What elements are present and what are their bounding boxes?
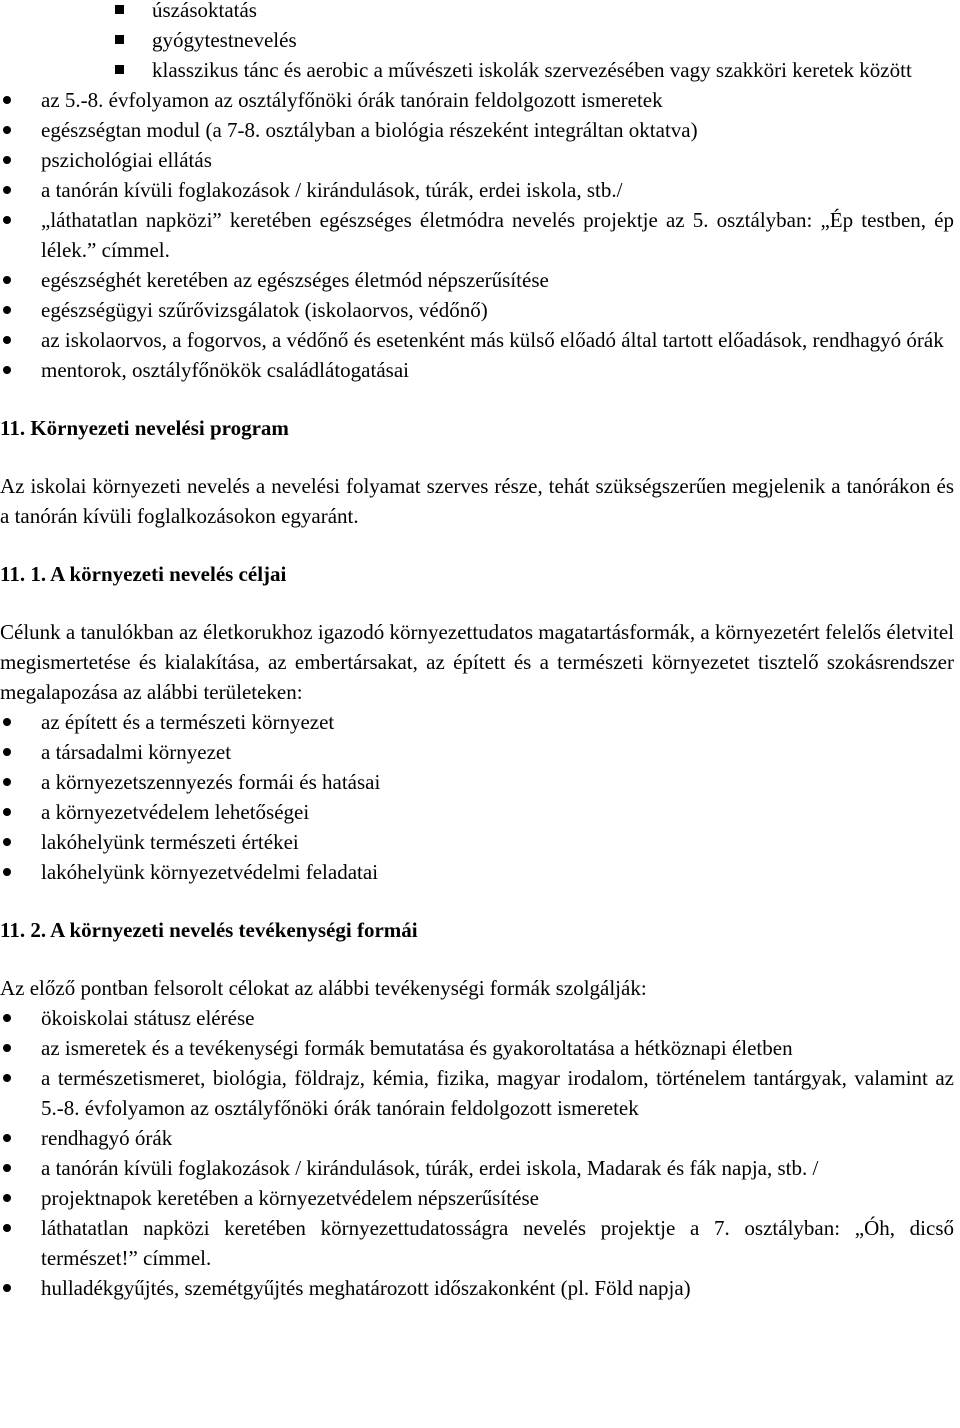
section-heading-11-2: 11. 2. A környezeti nevelés tevékenységi formái xyxy=(0,918,418,942)
list-item: az 5.-8. évfolyamon az osztályfőnöki órák tanórain feldolgozott ismeretek xyxy=(0,85,954,115)
section-heading-11-1: 11. 1. A környezeti nevelés céljai xyxy=(0,562,287,586)
environment-areas-list xyxy=(0,707,960,887)
list-item: lakóhelyünk természeti értékei xyxy=(0,827,954,857)
list-item: mentorok, osztályfőnökök családlátogatásai xyxy=(0,355,954,385)
list-item: a társadalmi környezet xyxy=(0,737,954,767)
list-item: az ismeretek és a tevékenységi formák bemutatása és gyakoroltatása a hétköznapi életben xyxy=(0,1033,954,1063)
list-item: a környezetvédelem lehetőségei xyxy=(0,797,954,827)
list-item: úszásoktatás xyxy=(0,0,954,25)
list-item: projektnapok keretében a környezetvédelem népszerűsítése xyxy=(0,1183,954,1213)
health-activities-list xyxy=(0,85,960,385)
list-item: a tanórán kívüli foglakozások / kirándulások, túrák, erdei iskola, stb./ xyxy=(0,175,954,205)
list-item: egészségtan modul (a 7-8. osztályban a biológia részeként integráltan oktatva) xyxy=(0,115,954,145)
sub-bullet-list xyxy=(0,0,960,85)
list-item: gyógytestnevelés xyxy=(0,25,954,55)
list-item: egészséghét keretében az egészséges életmód népszerűsítése xyxy=(0,265,954,295)
list-item: rendhagyó órák xyxy=(0,1123,954,1153)
section-paragraph-11-2: Az előző pontban felsorolt célokat az alábbi tevékenységi formák szolgálják: xyxy=(0,976,647,1000)
list-item: hulladékgyűjtés, szemétgyűjtés meghatározott időszakonként (pl. Föld napja) xyxy=(0,1273,954,1303)
list-item: az iskolaorvos, a fogorvos, a védőnő és esetenként más külső előadó által tartott előadások, rendhagyó órák xyxy=(0,325,954,355)
list-item: „láthatatlan napközi” keretében egészséges életmódra nevelés projektje az 5. osztályban: „Ép testben, ép lélek.” címmel. xyxy=(0,205,954,265)
list-item: lakóhelyünk környezetvédelmi feladatai xyxy=(0,857,954,887)
list-item: a tanórán kívüli foglakozások / kirándulások, túrák, erdei iskola, Madarak és fák napja, stb. / xyxy=(0,1153,954,1183)
list-item: pszichológiai ellátás xyxy=(0,145,954,175)
list-item: a természetismeret, biológia, földrajz, kémia, fizika, magyar irodalom, történelem tantárgyak, valamint az 5.-8. évfolyamon az osztályfőnöki órák tanórain feldolgozott ismeretek xyxy=(0,1063,954,1123)
list-item: láthatatlan napközi keretében környezettudatosságra nevelés projektje a 7. osztályban: „Óh, dicső természet!” címmel. xyxy=(0,1213,954,1273)
activity-forms-list xyxy=(0,1003,960,1303)
list-item: ökoiskolai státusz elérése xyxy=(0,1003,954,1033)
list-item: klasszikus tánc és aerobic a művészeti iskolák szervezésében vagy szakköri keretek között xyxy=(0,55,954,85)
list-item: a környezetszennyezés formái és hatásai xyxy=(0,767,954,797)
section-heading-11: 11. Környezeti nevelési program xyxy=(0,416,289,440)
list-item: az épített és a természeti környezet xyxy=(0,707,954,737)
section-paragraph-11: Az iskolai környezeti nevelés a nevelési folyamat szerves része, tehát szükségszerűen megjelenik a tanórákon és a tanórán kívüli foglalkozásokon egyaránt. xyxy=(0,474,954,528)
list-item: egészségügyi szűrővizsgálatok (iskolaorvos, védőnő) xyxy=(0,295,954,325)
section-paragraph-11-1: Célunk a tanulókban az életkorukhoz igazodó környezettudatos magatartásformák, a környezetért felelős életvitel megismertetése és kialakítása, az embertársakat, az épített és a természeti környezetet tisztelő szokásrendszer megalapozása az alábbi területeken: xyxy=(0,620,954,704)
